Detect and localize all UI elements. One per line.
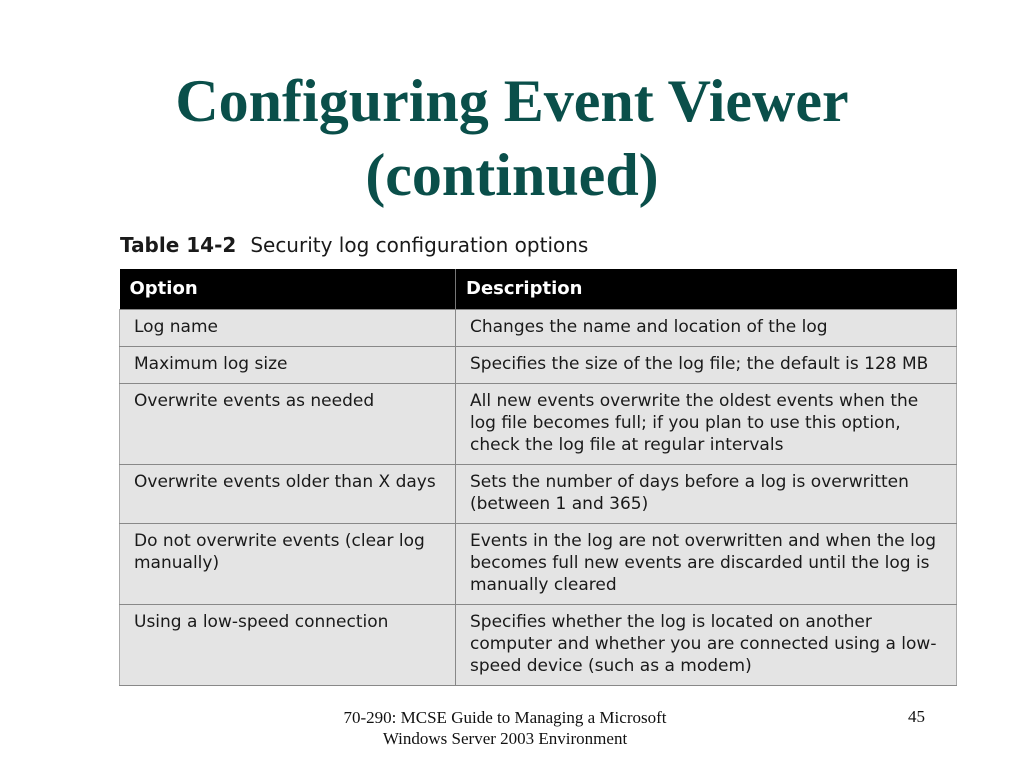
options-table — [119, 269, 957, 686]
description-cell: All new events overwrite the oldest events when the log file becomes full; if you plan to use this option, check the log file at regular intervals — [456, 383, 957, 464]
header-option: Option — [120, 269, 456, 309]
table-row — [120, 346, 957, 383]
option-cell: Overwrite events older than X days — [120, 464, 456, 523]
header-description: Description — [456, 269, 957, 309]
description-cell: Events in the log are not overwritten and when the log becomes full new events are discarded until the log is manually cleared — [456, 523, 957, 604]
table-header-row — [120, 269, 957, 309]
option-cell: Log name — [120, 309, 456, 346]
table-row — [120, 383, 957, 464]
table-row — [120, 309, 957, 346]
footer-line-1: 70-290: MCSE Guide to Managing a Microsoft — [343, 708, 667, 727]
table-caption-number: Table 14-2 — [120, 233, 237, 257]
table-row — [120, 464, 957, 523]
slide-title-line-2: (continued) — [365, 142, 659, 208]
description-cell: Specifies the size of the log file; the default is 128 MB — [456, 346, 957, 383]
table-row — [120, 604, 957, 685]
description-cell: Changes the name and location of the log — [456, 309, 957, 346]
slide-title-line-1: Configuring Event Viewer — [175, 68, 849, 134]
option-cell: Using a low-speed connection — [120, 604, 456, 685]
table-caption — [120, 233, 588, 257]
slide-footer — [300, 707, 710, 749]
table-caption-text: Security log configuration options — [250, 233, 589, 257]
slide-title — [0, 64, 1024, 212]
option-cell: Maximum log size — [120, 346, 456, 383]
description-cell: Sets the number of days before a log is overwritten (between 1 and 365) — [456, 464, 957, 523]
description-cell: Specifies whether the log is located on another computer and whether you are connected using a low-speed device (such as a modem) — [456, 604, 957, 685]
table-row — [120, 523, 957, 604]
option-cell: Overwrite events as needed — [120, 383, 456, 464]
option-cell: Do not overwrite events (clear log manually) — [120, 523, 456, 604]
page-number: 45 — [908, 707, 925, 726]
footer-line-2: Windows Server 2003 Environment — [382, 729, 628, 748]
